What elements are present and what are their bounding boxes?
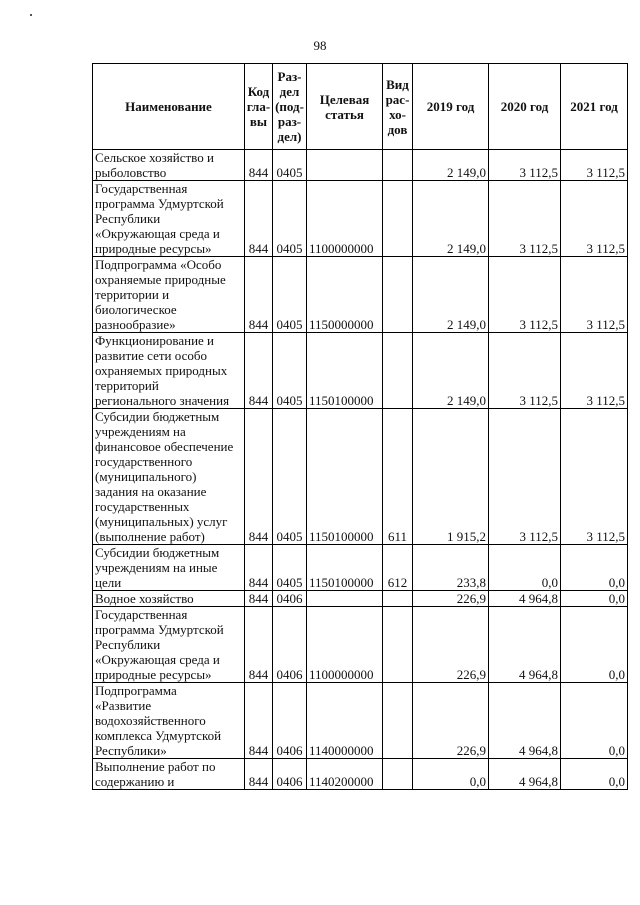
row-name <box>93 257 245 333</box>
row-section: 0405 <box>273 150 307 181</box>
row-code: 844 <box>245 683 273 759</box>
row-2020: 3 112,5 <box>489 333 561 409</box>
row-name-line: Подпрограмма «Особо <box>95 257 222 272</box>
row-section: 0405 <box>273 545 307 591</box>
row-kind <box>383 759 413 790</box>
table-row <box>93 591 628 607</box>
row-kind <box>383 683 413 759</box>
budget-table <box>92 63 628 790</box>
row-section: 0405 <box>273 181 307 257</box>
row-section: 0405 <box>273 333 307 409</box>
row-name-line: биологическое <box>95 302 177 317</box>
row-2019: 2 149,0 <box>413 257 489 333</box>
row-2019: 2 149,0 <box>413 150 489 181</box>
table-row <box>93 257 628 333</box>
row-name-line: (муниципального) <box>95 469 197 484</box>
row-name-line: (муниципальных) услуг <box>95 514 228 529</box>
row-section: 0405 <box>273 409 307 545</box>
row-section: 0405 <box>273 257 307 333</box>
row-name-line: Водное хозяйство <box>95 591 194 606</box>
row-2020: 3 112,5 <box>489 257 561 333</box>
table-row <box>93 683 628 759</box>
row-kind <box>383 150 413 181</box>
row-name-line: рыболовство <box>95 165 167 180</box>
row-target: 1100000000 <box>307 607 383 683</box>
row-2020: 4 964,8 <box>489 683 561 759</box>
row-2021: 3 112,5 <box>561 181 628 257</box>
row-target: 1150100000 <box>307 409 383 545</box>
row-2021: 3 112,5 <box>561 333 628 409</box>
row-2019: 226,9 <box>413 607 489 683</box>
row-2019: 0,0 <box>413 759 489 790</box>
row-name-line: развитие сети особо <box>95 348 207 363</box>
table-row <box>93 333 628 409</box>
row-kind: 612 <box>383 545 413 591</box>
row-name-line: государственных <box>95 499 190 514</box>
row-2019: 2 149,0 <box>413 181 489 257</box>
row-name <box>93 333 245 409</box>
row-code: 844 <box>245 257 273 333</box>
row-2021: 0,0 <box>561 683 628 759</box>
row-name-line: территорий <box>95 378 159 393</box>
row-name-line: «Окружающая среда и <box>95 226 220 241</box>
row-name-line: охраняемых природных <box>95 363 228 378</box>
row-name-line: Подпрограмма <box>95 683 177 698</box>
row-2020: 4 964,8 <box>489 607 561 683</box>
row-name-line: Субсидии бюджетным <box>95 545 220 560</box>
row-name-line: Функционирование и <box>95 333 214 348</box>
header-name: Наименование <box>93 64 245 150</box>
row-name-line: Республики» <box>95 743 167 758</box>
table-row <box>93 181 628 257</box>
row-2020: 0,0 <box>489 545 561 591</box>
header-2019: 2019 год <box>413 64 489 150</box>
row-kind <box>383 333 413 409</box>
row-2020: 4 964,8 <box>489 759 561 790</box>
row-name-line: учреждениям на иные <box>95 560 218 575</box>
row-2020: 3 112,5 <box>489 409 561 545</box>
row-name-line: программа Удмуртской <box>95 196 224 211</box>
row-name-line: водохозяйственного <box>95 713 206 728</box>
row-2021: 0,0 <box>561 607 628 683</box>
row-name <box>93 150 245 181</box>
row-kind <box>383 607 413 683</box>
row-name <box>93 181 245 257</box>
row-name-line: охраняемые природные <box>95 272 226 287</box>
row-2021: 0,0 <box>561 545 628 591</box>
row-name <box>93 683 245 759</box>
row-name-line: природные ресурсы» <box>95 241 212 256</box>
row-name-line: территории и <box>95 287 170 302</box>
row-name-line: программа Удмуртской <box>95 622 224 637</box>
row-section: 0406 <box>273 607 307 683</box>
row-name <box>93 607 245 683</box>
row-2021: 3 112,5 <box>561 150 628 181</box>
row-kind: 611 <box>383 409 413 545</box>
header-code: Код гла- вы <box>245 64 273 150</box>
row-2019: 2 149,0 <box>413 333 489 409</box>
row-2019: 233,8 <box>413 545 489 591</box>
row-name-line: финансовое обеспечение <box>95 439 234 454</box>
row-name <box>93 759 245 790</box>
header-2020: 2020 год <box>489 64 561 150</box>
table-row <box>93 759 628 790</box>
row-code: 844 <box>245 181 273 257</box>
row-code: 844 <box>245 150 273 181</box>
row-name-line: Сельское хозяйство и <box>95 150 214 165</box>
row-2020: 3 112,5 <box>489 181 561 257</box>
row-2021: 0,0 <box>561 759 628 790</box>
header-target: Целевая статья <box>307 64 383 150</box>
row-name-line: Республики <box>95 211 161 226</box>
row-name-line: «Окружающая среда и <box>95 652 220 667</box>
scan-speck <box>30 14 32 16</box>
row-code: 844 <box>245 759 273 790</box>
row-2021: 3 112,5 <box>561 409 628 545</box>
row-2019: 1 915,2 <box>413 409 489 545</box>
row-kind <box>383 257 413 333</box>
row-target <box>307 591 383 607</box>
table-row <box>93 607 628 683</box>
row-code: 844 <box>245 591 273 607</box>
row-name-line: Субсидии бюджетным <box>95 409 220 424</box>
header-section: Раз- дел (под- раз- дел) <box>273 64 307 150</box>
row-code: 844 <box>245 545 273 591</box>
row-target: 1150000000 <box>307 257 383 333</box>
row-name-line: государственного <box>95 454 193 469</box>
row-code: 844 <box>245 409 273 545</box>
row-2021: 0,0 <box>561 591 628 607</box>
row-2021: 3 112,5 <box>561 257 628 333</box>
header-row <box>93 64 628 150</box>
row-name-line: задания на оказание <box>95 484 207 499</box>
table-row <box>93 545 628 591</box>
page-number: 98 <box>313 38 327 53</box>
row-name-line: «Развитие <box>95 698 152 713</box>
row-target: 1150100000 <box>307 333 383 409</box>
row-name-line: природные ресурсы» <box>95 667 212 682</box>
row-target: 1140200000 <box>307 759 383 790</box>
row-2019: 226,9 <box>413 591 489 607</box>
table-row <box>93 150 628 181</box>
header-2021: 2021 год <box>561 64 628 150</box>
row-name-line: регионального значения <box>95 393 230 408</box>
row-2020: 3 112,5 <box>489 150 561 181</box>
row-target: 1100000000 <box>307 181 383 257</box>
row-section: 0406 <box>273 759 307 790</box>
row-name-line: (выполнение работ) <box>95 529 205 544</box>
row-name-line: Государственная <box>95 607 188 622</box>
row-section: 0406 <box>273 591 307 607</box>
table-body <box>93 150 628 790</box>
row-name-line: Республики <box>95 637 161 652</box>
row-name <box>93 545 245 591</box>
row-kind <box>383 181 413 257</box>
table-row <box>93 409 628 545</box>
row-target: 1150100000 <box>307 545 383 591</box>
row-name <box>93 591 245 607</box>
row-name-line: комплекса Удмуртской <box>95 728 222 743</box>
row-code: 844 <box>245 333 273 409</box>
row-code: 844 <box>245 607 273 683</box>
header-kind: Вид рас- хо- дов <box>383 64 413 150</box>
row-name-line: разнообразие» <box>95 317 176 332</box>
row-2020: 4 964,8 <box>489 591 561 607</box>
row-name-line: Выполнение работ по <box>95 759 216 774</box>
row-target: 1140000000 <box>307 683 383 759</box>
row-name-line: Государственная <box>95 181 188 196</box>
row-kind <box>383 591 413 607</box>
row-name-line: цели <box>95 575 122 590</box>
row-section: 0406 <box>273 683 307 759</box>
row-2019: 226,9 <box>413 683 489 759</box>
row-target <box>307 150 383 181</box>
row-name-line: содержанию и <box>95 774 175 789</box>
row-name-line: учреждениям на <box>95 424 186 439</box>
row-name <box>93 409 245 545</box>
